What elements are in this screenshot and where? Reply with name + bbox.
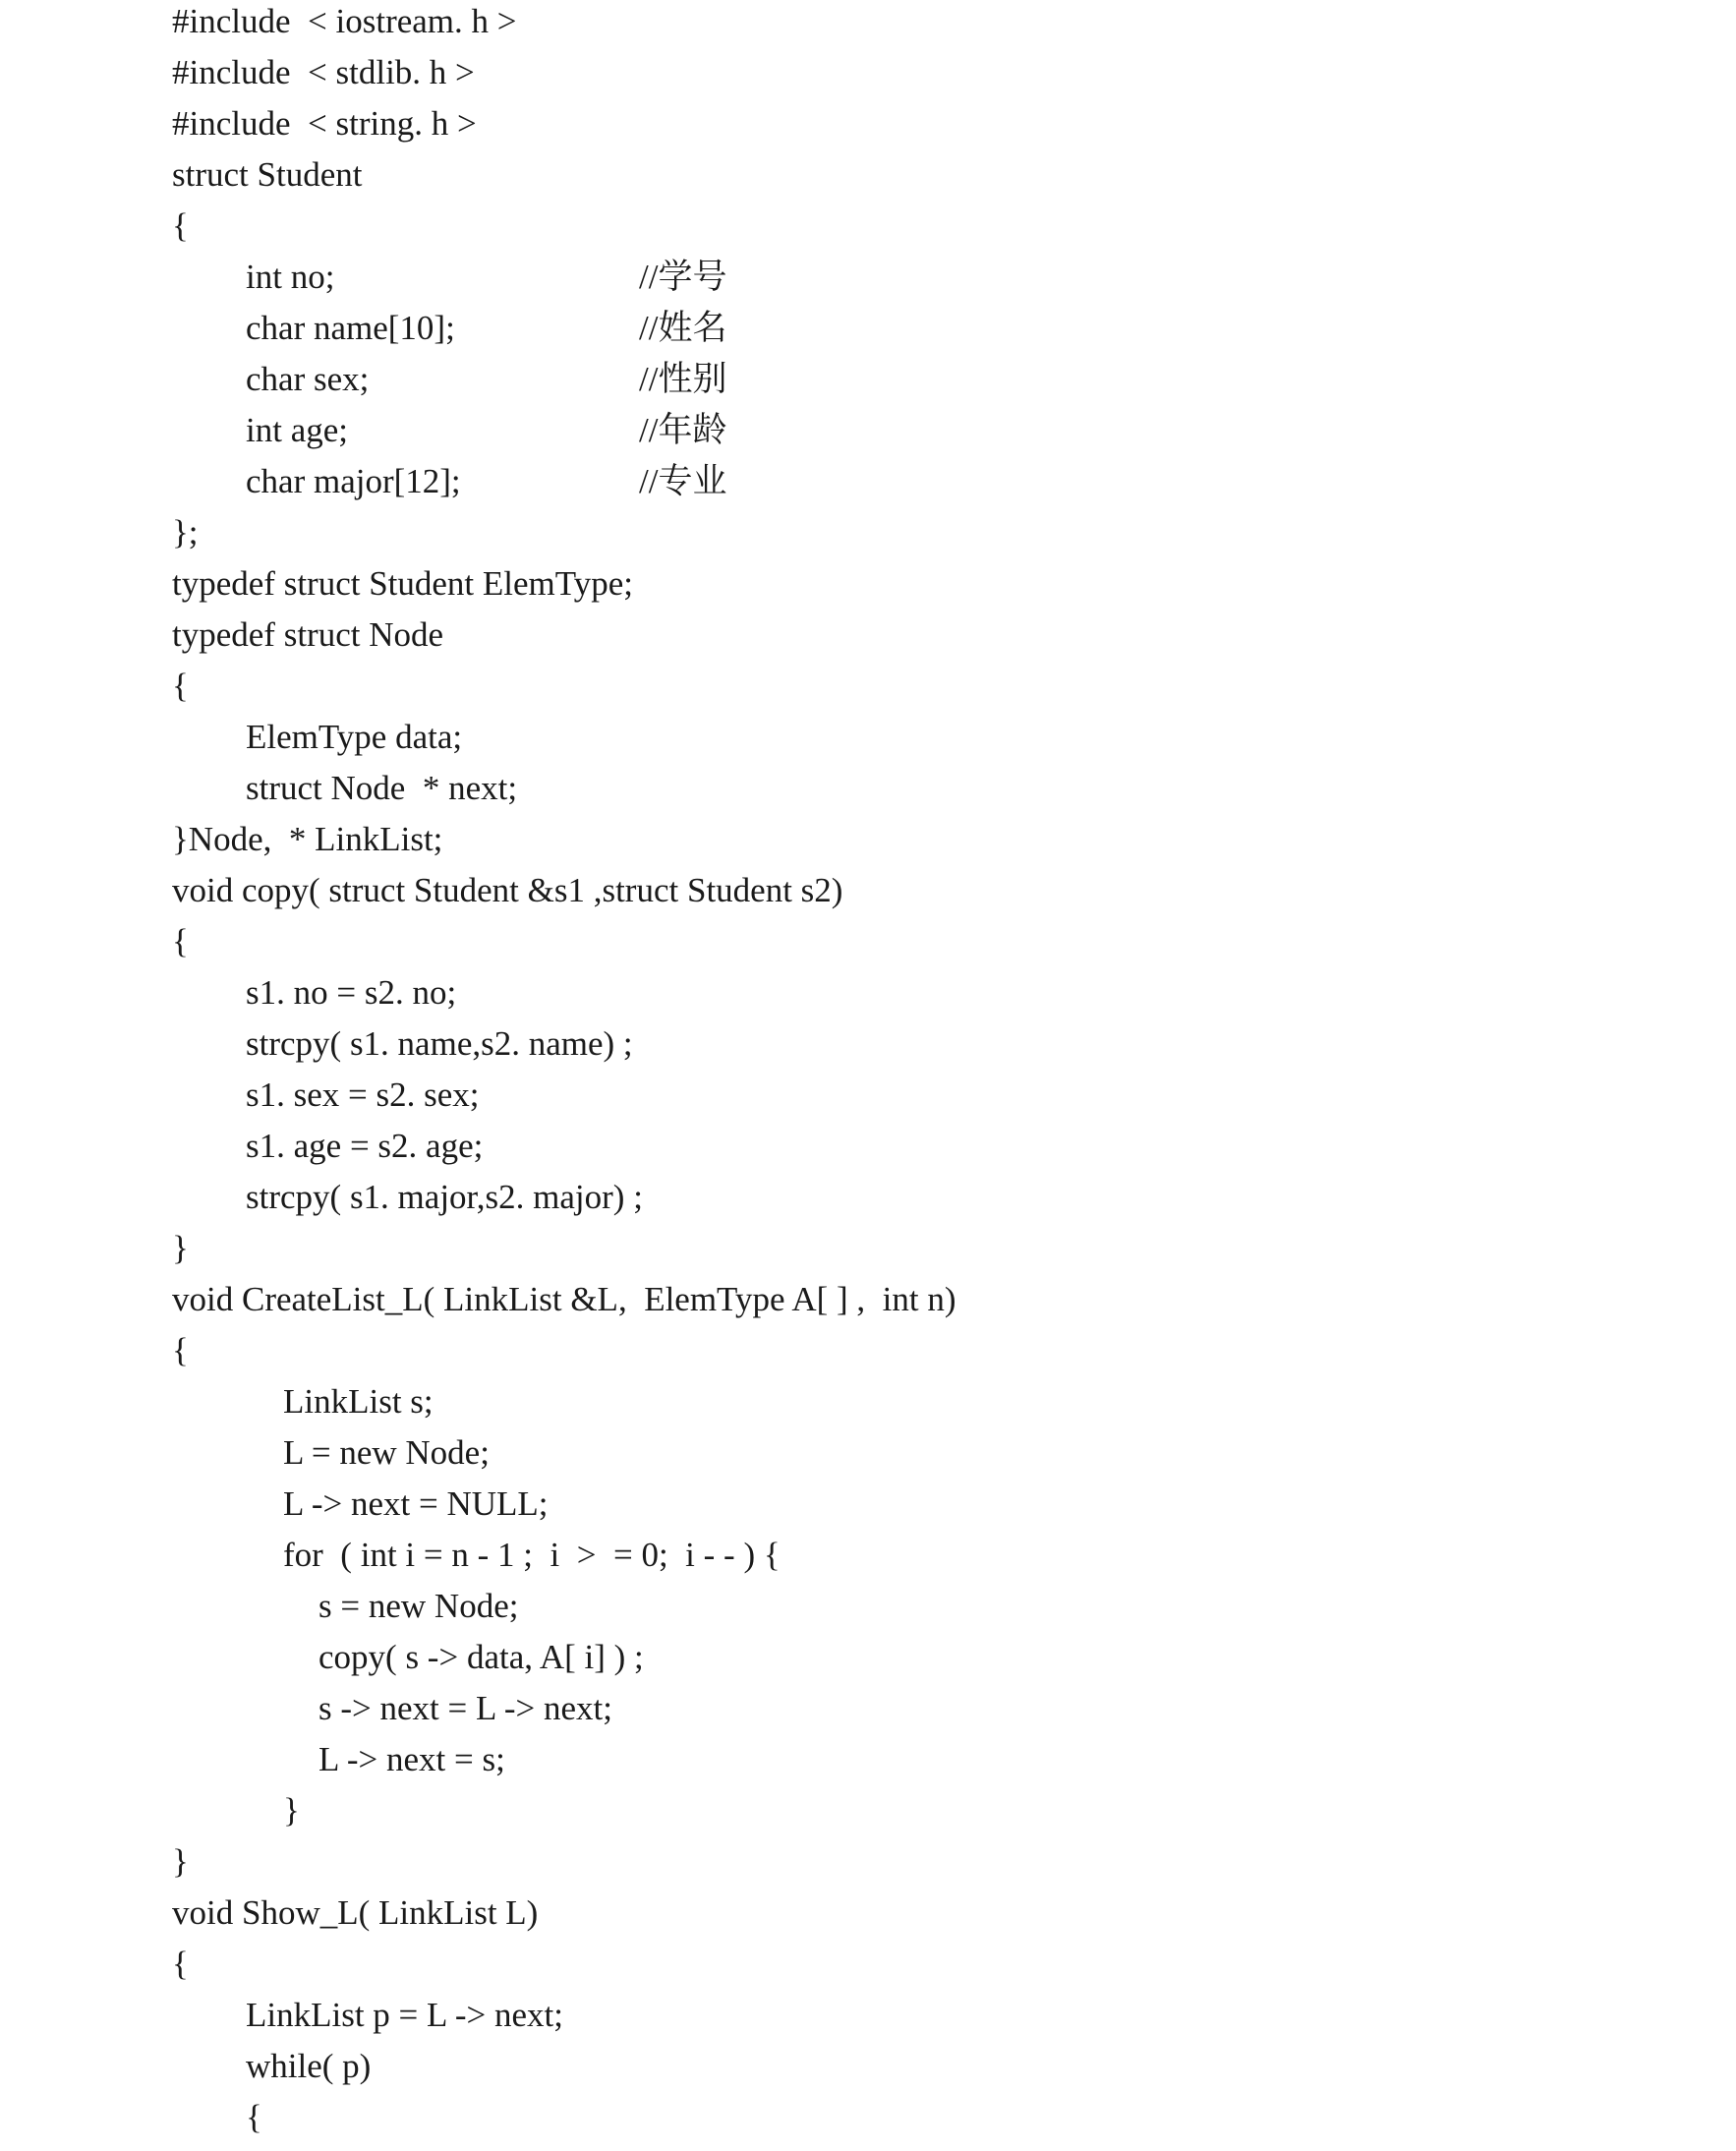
code-line	[318, 1683, 612, 1734]
code-text: {	[172, 922, 189, 960]
code-text: }Node, * LinkList;	[172, 820, 443, 858]
code-text: {	[172, 667, 189, 705]
code-line	[246, 405, 727, 456]
code-text: {	[172, 1945, 189, 1983]
code-line	[172, 47, 475, 98]
code-line	[318, 1632, 644, 1683]
code-comment: //学号	[639, 258, 727, 296]
code-line	[172, 661, 189, 712]
code-text: {	[172, 1331, 189, 1369]
code-comment: //年龄	[639, 411, 727, 449]
code-text: }	[283, 1791, 300, 1830]
code-line	[246, 2092, 262, 2143]
code-line	[246, 456, 727, 507]
code-line	[246, 1070, 480, 1121]
code-line	[246, 967, 456, 1018]
code-text: s1. sex = s2. sex;	[246, 1076, 480, 1114]
code-text: void Show_L( LinkList L)	[172, 1893, 539, 1932]
code-text: typedef struct Node	[172, 615, 444, 654]
code-text: int no;	[246, 258, 335, 296]
code-comment: //专业	[639, 462, 727, 500]
code-text: LinkList p = L -> next;	[246, 1996, 563, 2034]
code-line	[246, 1121, 483, 1172]
code-text: }	[172, 1842, 189, 1881]
code-text: char name[10];	[246, 309, 455, 347]
code-text: s -> next = L -> next;	[318, 1689, 612, 1727]
code-line	[283, 1530, 781, 1581]
code-line	[246, 1990, 563, 2041]
code-line	[172, 558, 633, 610]
code-line	[172, 1939, 189, 1990]
code-line	[172, 0, 517, 47]
code-line	[172, 1325, 189, 1376]
code-line	[172, 149, 362, 201]
code-line	[283, 1427, 490, 1479]
code-line	[172, 1836, 189, 1888]
code-text: L = new Node;	[283, 1433, 490, 1472]
code-text: L -> next = NULL;	[283, 1484, 549, 1523]
code-text: strcpy( s1. name,s2. name) ;	[246, 1024, 633, 1063]
code-line	[246, 303, 727, 354]
code-text: }	[172, 1229, 189, 1267]
code-text: #include < stdlib. h >	[172, 53, 475, 91]
code-text: s1. no = s2. no;	[246, 973, 457, 1012]
code-line	[172, 814, 442, 865]
code-line	[318, 1581, 518, 1632]
code-line	[246, 354, 727, 405]
code-line	[246, 2041, 371, 2092]
code-line	[172, 201, 189, 252]
code-line	[172, 610, 443, 661]
code-line	[246, 763, 517, 814]
code-text: int age;	[246, 411, 348, 449]
code-text: while( p)	[246, 2047, 372, 2085]
code-text: typedef struct Student ElemType;	[172, 564, 633, 603]
code-text: ElemType data;	[246, 718, 463, 756]
code-line	[172, 1274, 956, 1325]
code-line	[246, 1018, 633, 1070]
code-comment: //姓名	[639, 309, 727, 347]
code-text: char major[12];	[246, 462, 461, 500]
code-text: copy( s -> data, A[ i] ) ;	[318, 1638, 644, 1676]
code-line	[246, 712, 462, 763]
code-text: {	[172, 206, 189, 245]
code-line	[172, 507, 199, 558]
code-line	[283, 1479, 549, 1530]
code-text: for ( int i = n - 1 ; i > = 0; i - - ) {	[283, 1536, 781, 1574]
code-line	[283, 1785, 300, 1836]
code-text: LinkList s;	[283, 1382, 434, 1421]
code-line	[172, 1223, 189, 1274]
code-text: {	[246, 2098, 262, 2136]
code-text: #include < iostream. h >	[172, 2, 517, 40]
code-text: strcpy( s1. major,s2. major) ;	[246, 1178, 643, 1216]
code-line	[172, 916, 189, 967]
code-line	[283, 1376, 434, 1427]
code-text: s = new Node;	[318, 1587, 519, 1625]
code-line	[172, 865, 842, 916]
code-line	[172, 1888, 538, 1939]
code-text: L -> next = s;	[318, 1740, 505, 1778]
code-line	[246, 252, 727, 303]
code-line	[172, 98, 477, 149]
code-text: void CreateList_L( LinkList &L, ElemType A[ ] , int n)	[172, 1280, 956, 1318]
code-text: struct Student	[172, 155, 363, 194]
code-text: struct Node * next;	[246, 769, 518, 807]
code-line	[246, 1172, 643, 1223]
code-text: void copy( struct Student &s1 ,struct Student s2)	[172, 871, 843, 909]
code-text: s1. age = s2. age;	[246, 1127, 484, 1165]
code-text: };	[172, 513, 199, 552]
code-comment: //性别	[639, 360, 727, 398]
code-line	[318, 1734, 505, 1785]
code-text: char sex;	[246, 360, 370, 398]
code-text: #include < string. h >	[172, 104, 477, 143]
